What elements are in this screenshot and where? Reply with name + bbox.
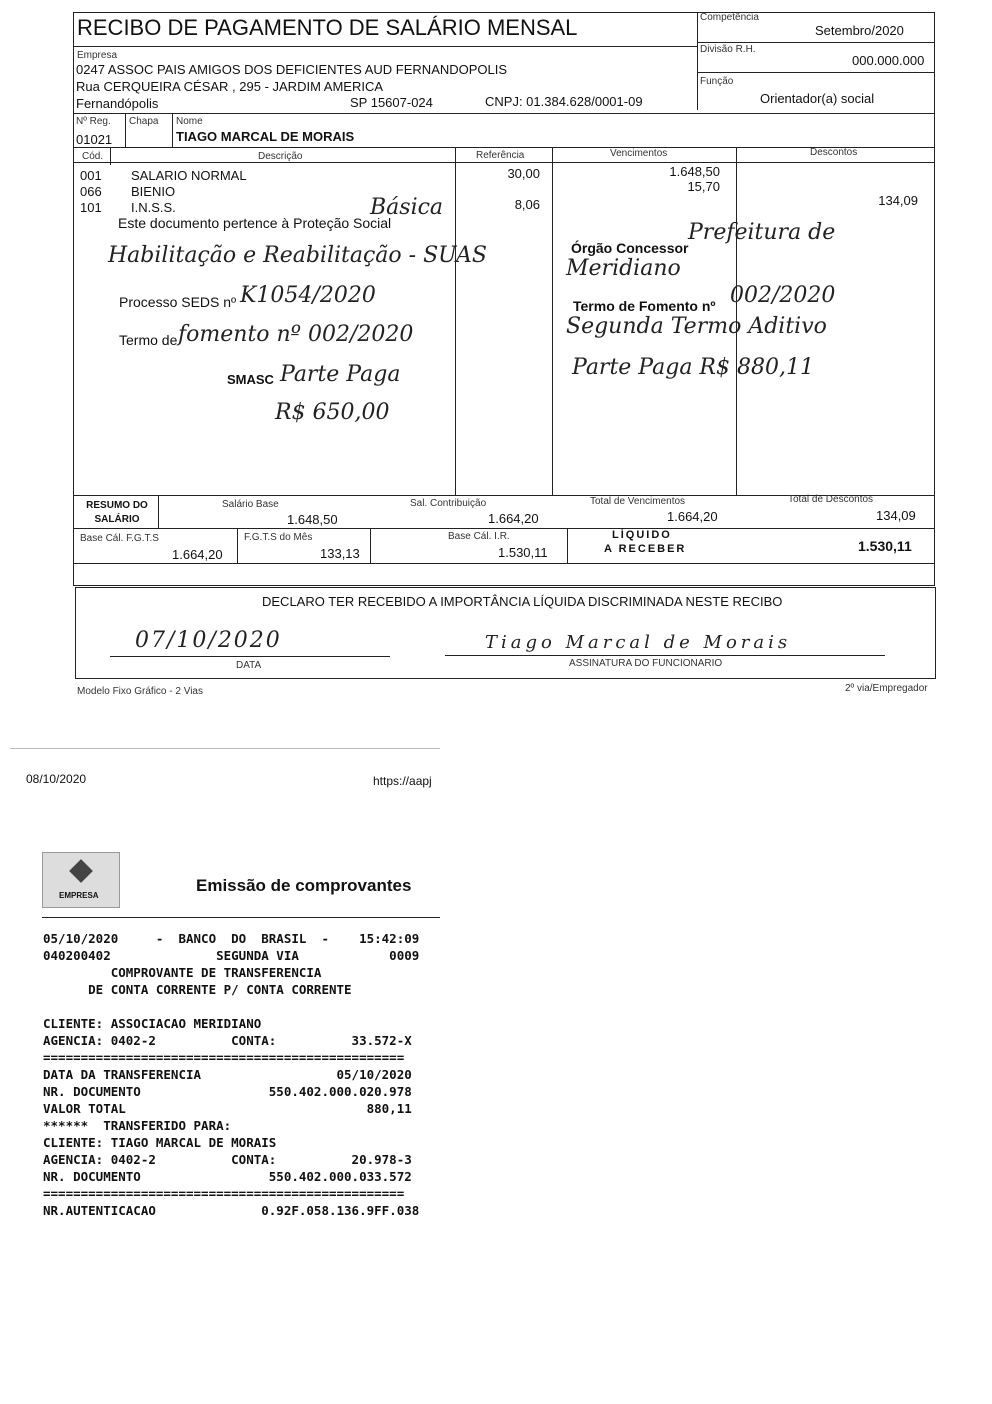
salario-base-label: Salário Base [222, 499, 279, 510]
employee-signature: Tiago Marcal de Morais [485, 632, 792, 653]
item-venc: 15,70 [687, 179, 720, 194]
fgts-mes-value: 133,13 [320, 546, 360, 561]
chapa-label: Chapa [129, 116, 159, 127]
col-cod: Cód. [82, 151, 104, 162]
item-desconto: 134,09 [878, 193, 918, 208]
handwritten-parte-paga-right: Parte Paga R$ 880,11 [572, 355, 814, 380]
total-venc-label: Total de Vencimentos [590, 496, 686, 507]
receipt-line: CLIENTE: TIAGO MARCAL DE MORAIS [43, 1135, 277, 1150]
base-fgts-label: Base Cál. F.G.T.S [80, 533, 159, 544]
item-venc: 1.648,50 [669, 164, 720, 179]
item-cod: 066 [80, 184, 102, 199]
a-receber-label: A RECEBER [604, 543, 687, 555]
receipt-title: RECIBO DE PAGAMENTO DE SALÁRIO MENSAL [77, 15, 578, 40]
total-desc-label: Total de Descontos [788, 494, 874, 505]
base-ir-value: 1.530,11 [498, 545, 548, 560]
handwritten-valor: R$ 650,00 [275, 400, 390, 425]
date-label: DATA [236, 660, 262, 671]
handwritten-termo-aditivo: Segunda Termo Aditivo [566, 314, 827, 339]
item-cod: 001 [80, 168, 102, 183]
resumo-label: RESUMO DO SALÁRIO [86, 500, 148, 525]
handwritten-termo-numero: 002/2020 [730, 283, 836, 308]
modelo-text: Modelo Fixo Gráfico - 2 Vias [77, 686, 203, 697]
receipt-line: VALOR TOTAL 880,11 [43, 1101, 412, 1116]
via-text: 2º via/Empregador [845, 683, 928, 694]
receipt-line: DATA DA TRANSFERENCIA 05/10/2020 [43, 1067, 412, 1082]
receipt-line: AGENCIA: 0402-2 CONTA: 20.978-3 [43, 1152, 412, 1167]
receipt-line: NR. DOCUMENTO 550.402.000.033.572 [43, 1169, 412, 1184]
receipt-line: DE CONTA CORRENTE P/ CONTA CORRENTE [43, 982, 352, 997]
signature-label: ASSINATURA DO FUNCIONARIO [569, 658, 723, 669]
item-ref: 8,06 [514, 197, 540, 212]
liquido-value: 1.530,11 [858, 538, 912, 554]
receipt-line: 040200402 SEGUNDA VIA 0009 [43, 948, 420, 963]
sal-contrib-label: Sal. Contribuição [410, 498, 487, 509]
receipt-line: ================================================ [43, 1050, 405, 1065]
funcao-label: Função [700, 76, 734, 87]
stamp-smasc-label: SMASC [227, 372, 274, 387]
fgts-mes-label: F.G.T.S do Mês [244, 532, 313, 543]
receipt-line: ****** TRANSFERIDO PARA: [43, 1118, 232, 1133]
liquido-label: LÍQUIDO [612, 529, 672, 541]
col-referencia: Referência [476, 150, 525, 161]
item-desc: BIENIO [131, 184, 176, 199]
item-desc: I.N.S.S. [131, 200, 176, 215]
divisao-label: Divisão R.H. [700, 44, 756, 55]
bank-logo-icon [69, 859, 93, 883]
sal-contrib-value: 1.664,20 [488, 511, 539, 526]
total-venc-value: 1.664,20 [667, 509, 718, 524]
total-desc-value: 134,09 [876, 508, 916, 523]
handwritten-termo: fomento nº 002/2020 [178, 322, 414, 347]
receipt-line: CLIENTE: ASSOCIACAO MERIDIANO [43, 1016, 262, 1031]
handwritten-date: 07/10/2020 [135, 628, 282, 653]
base-fgts-value: 1.664,20 [172, 547, 223, 562]
item-ref: 30,00 [507, 166, 540, 181]
item-desc: SALARIO NORMAL [131, 168, 247, 183]
stamp-orgao-label: Órgão Concessor [571, 240, 689, 256]
col-vencimentos: Vencimentos [610, 148, 668, 159]
print-url: https://aapj [373, 774, 432, 788]
stamp-processo-label: Processo SEDS nº [119, 294, 237, 310]
handwritten-habilitacao: Habilitação e Reabilitação - SUAS [108, 243, 487, 268]
col-descricao: Descrição [258, 151, 303, 162]
bank-logo [42, 852, 120, 908]
handwritten-basica: Básica [370, 195, 444, 220]
receipt-line: AGENCIA: 0402-2 CONTA: 33.572-X [43, 1033, 412, 1048]
stamp-protecao-social: Este documento pertence à Proteção Social [118, 215, 392, 231]
divisao-value: 000.000.000 [852, 53, 925, 68]
competencia-value: Setembro/2020 [815, 23, 904, 38]
funcao-value: Orientador(a) social [760, 91, 875, 106]
col-descontos: Descontos [810, 147, 858, 158]
nome-label: Nome [176, 116, 203, 127]
handwritten-meridiano: Meridiano [566, 256, 681, 281]
empresa-city: Fernandópolis [76, 96, 159, 111]
base-ir-label: Base Cál. I.R. [448, 531, 510, 542]
receipt-line: NR. DOCUMENTO 550.402.000.020.978 [43, 1084, 412, 1099]
nreg-value: 01021 [76, 132, 113, 147]
competencia-label: Competência [700, 12, 759, 23]
receipt-line: NR.AUTENTICACAO 0.92F.058.136.9FF.038 [43, 1203, 420, 1218]
handwritten-processo: K1054/2020 [240, 283, 376, 308]
stamp-termo-fomento-label: Termo de Fomento nº [573, 298, 716, 314]
nreg-label: Nº Reg. [76, 116, 111, 127]
receipt-line: COMPROVANTE DE TRANSFERENCIA [43, 965, 322, 980]
empresa-address: Rua CERQUEIRA CÉSAR , 295 - JARDIM AMERICA [76, 79, 384, 94]
receipt-line: 05/10/2020 - BANCO DO BRASIL - 15:42:09 [43, 931, 420, 946]
empresa-cnpj: CNPJ: 01.384.628/0001-09 [485, 94, 643, 109]
employee-name: TIAGO MARCAL DE MORAIS [176, 129, 355, 144]
receipt-line: ================================================ [43, 1186, 405, 1201]
print-date: 08/10/2020 [26, 772, 87, 786]
bank-logo-text: EMPRESA [59, 891, 99, 900]
declaration-text: DECLARO TER RECEBIDO A IMPORTÂNCIA LÍQUIDA DISCRIMINADA NESTE RECIBO [262, 594, 783, 609]
print-heading: Emissão de comprovantes [196, 876, 412, 895]
handwritten-orgao: Prefeitura de [688, 220, 836, 245]
stamp-termo-label: Termo de [119, 332, 178, 348]
empresa-uf-cep: SP 15607-024 [350, 95, 433, 110]
item-cod: 101 [80, 200, 102, 215]
handwritten-parte-paga: Parte Paga [280, 362, 401, 387]
empresa-name: 0247 ASSOC PAIS AMIGOS DOS DEFICIENTES AUD FERNANDOPOLIS [76, 62, 508, 77]
empresa-label: Empresa [77, 50, 118, 61]
salario-base-value: 1.648,50 [287, 512, 338, 527]
